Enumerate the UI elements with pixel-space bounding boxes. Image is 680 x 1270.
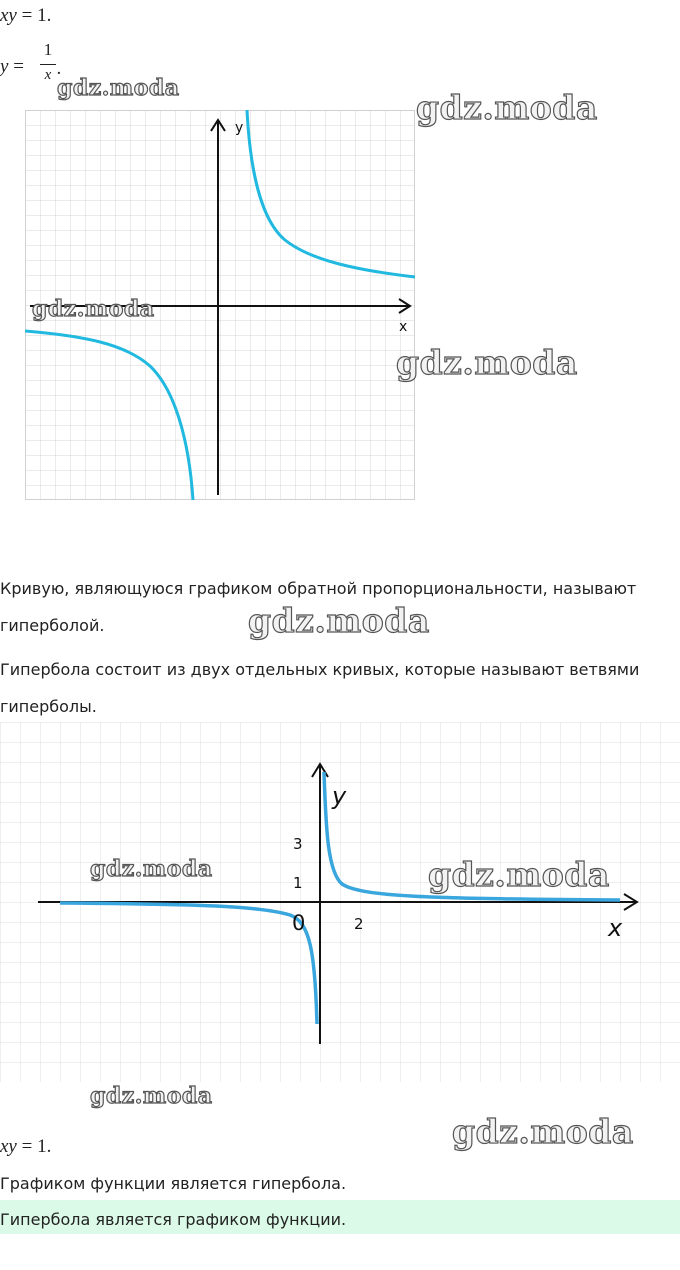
fraction-denominator: x xyxy=(44,67,52,83)
watermark-logo: gdz.moda xyxy=(32,296,155,322)
equation-y-lhs: y = xyxy=(0,56,24,77)
paragraph-1-line-2: гиперболой. xyxy=(0,616,105,635)
watermark-logo: gdz.moda xyxy=(452,1112,634,1151)
equation-xy-1: xy = 1. xyxy=(0,5,52,26)
tick-label-y-3: 3 xyxy=(293,835,303,853)
fraction-numerator: 1 xyxy=(43,40,53,59)
graph-hyperbola-1 xyxy=(25,110,415,500)
y-axis-label: y xyxy=(332,782,347,810)
watermark-logo: gdz.moda xyxy=(428,855,610,894)
paragraph-2-line-1: Гипербола состоит из двух отдельных кривых, которые называют ветвями xyxy=(0,660,640,679)
tick-label-y-1: 1 xyxy=(293,874,303,892)
origin-label: 0 xyxy=(292,911,306,935)
graph-hyperbola-2 xyxy=(0,722,680,1082)
paragraph-2-line-2: гиперболы. xyxy=(0,697,97,716)
tick-label-x-2: 2 xyxy=(354,915,364,933)
watermark-logo: gdz.moda xyxy=(90,1083,213,1109)
equation-xy-1-repeat: xy = 1. xyxy=(0,1136,52,1157)
watermark-logo: gdz.moda xyxy=(248,601,430,640)
x-axis-label: x xyxy=(608,914,623,942)
watermark-logo: gdz.moda xyxy=(57,75,180,101)
x-axis-label: x xyxy=(399,319,408,335)
paragraph-1-line-1: Кривую, являющуюся графиком обратной пропорциональности, называют xyxy=(0,579,637,598)
answer-line: Графиком функции является гипербола. xyxy=(0,1174,347,1193)
watermark-logo: gdz.moda xyxy=(416,88,598,127)
equation-period: . xyxy=(57,58,62,79)
highlighted-answer-text: Гипербола является графиком функции. xyxy=(0,1210,347,1229)
watermark-logo: gdz.moda xyxy=(90,856,213,882)
highlighted-answer-block xyxy=(0,1200,680,1234)
watermark-logo: gdz.moda xyxy=(396,343,578,382)
fraction-bar xyxy=(40,64,56,65)
y-axis-label: y xyxy=(235,120,244,136)
